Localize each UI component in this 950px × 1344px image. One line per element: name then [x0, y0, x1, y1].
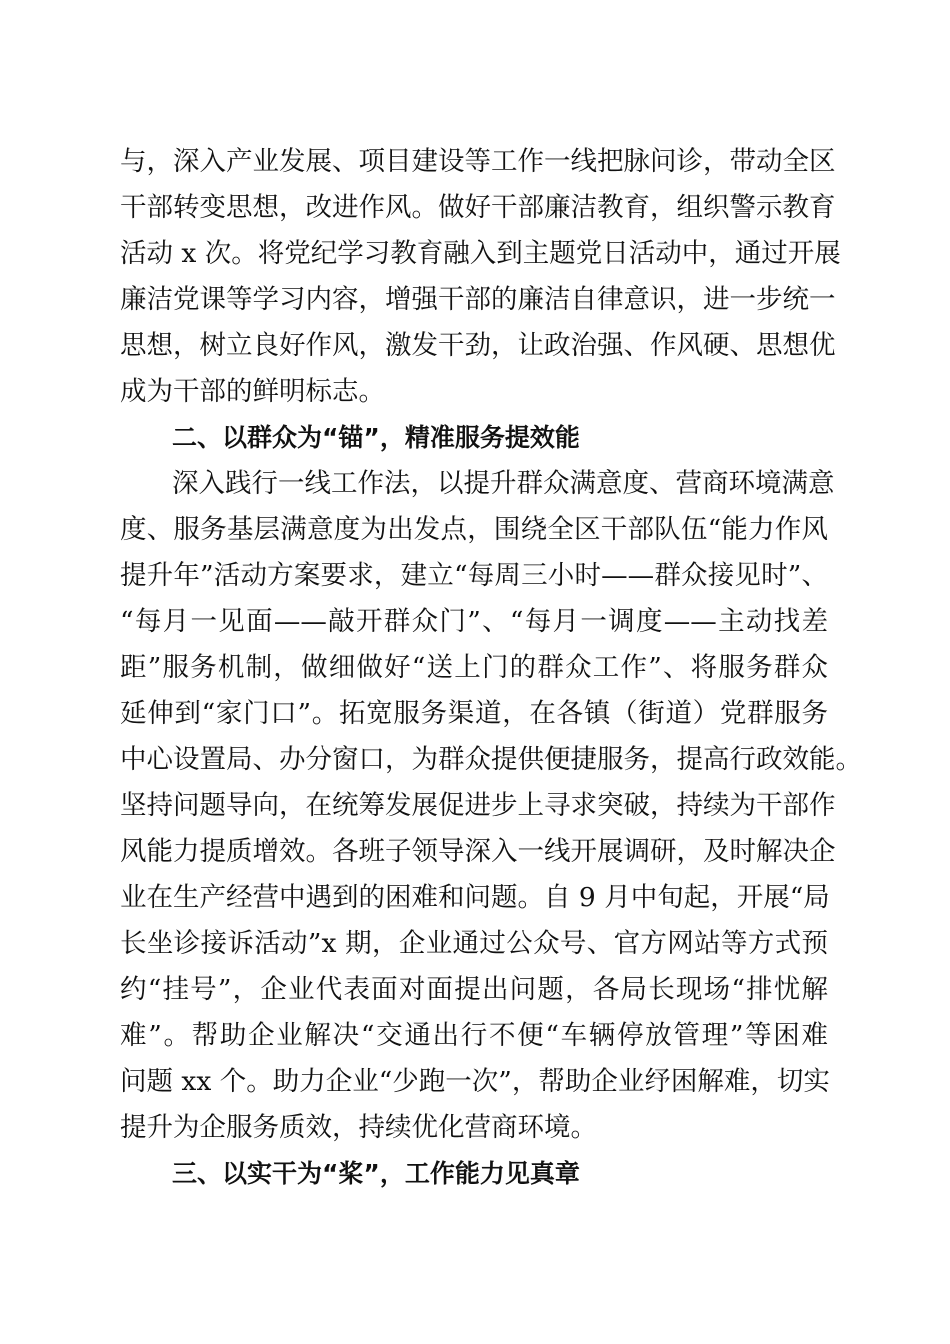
paragraph-line: 成为干部的鲜明标志。 [120, 376, 385, 407]
paragraph-line: 提升年”活动方案要求，建立“每周三小时——群众接见时”、 [120, 560, 828, 591]
paragraph-line: 难”。帮助企业解决“交通出行不便“车辆停放管理”等困难 [120, 1020, 828, 1051]
paragraph-line: 距”服务机制，做细做好“送上门的群众工作”、将服务群众 [120, 652, 828, 683]
section-heading-two: 二、以群众为“锚”，精准服务提效能 [172, 423, 580, 452]
paragraph-line: 风能力提质增效。各班子领导深入一线开展调研，及时解决企 [120, 836, 836, 867]
section-heading-three: 三、以实干为“桨”，工作能力见真章 [172, 1159, 580, 1188]
paragraph-line: 与，深入产业发展、项目建设等工作一线把脉问诊，带动全区 [120, 146, 836, 177]
paragraph-line: “每月一见面——敲开群众门”、“每月一调度——主动找差 [120, 606, 828, 637]
paragraph-line: 中心设置局、办分窗口，为群众提供便捷服务，提高行政效能。 [120, 744, 862, 775]
paragraph-line: 度、服务基层满意度为出发点，围绕全区干部队伍“能力作风 [120, 514, 828, 545]
paragraph-line: 问题 xx 个。助力企业“少跑一次”，帮助企业纾困解难，切实 [120, 1066, 830, 1097]
paragraph-line: 干部转变思想，改进作风。做好干部廉洁教育，组织警示教育 [120, 192, 836, 223]
paragraph-line: 长坐诊接诉活动”x 期，企业通过公众号、官方网站等方式预 [120, 928, 828, 959]
paragraph-line: 提升为企服务质效，持续优化营商环境。 [120, 1112, 597, 1143]
paragraph-line: 活动 x 次。将党纪学习教育融入到主题党日活动中，通过开展 [120, 238, 841, 269]
paragraph-line: 思想，树立良好作风，激发干劲，让政治强、作风硬、思想优 [120, 330, 836, 361]
paragraph-line: 深入践行一线工作法，以提升群众满意度、营商环境满意 [172, 468, 835, 499]
paragraph-line: 延伸到“家门口”。拓宽服务渠道，在各镇（街道）党群服务 [120, 698, 828, 729]
paragraph-line: 廉洁党课等学习内容，增强干部的廉洁自律意识，进一步统一 [120, 284, 836, 315]
paragraph-line: 坚持问题导向，在统筹发展促进步上寻求突破，持续为干部作 [120, 790, 836, 821]
paragraph-line: 约“挂号”，企业代表面对面提出问题，各局长现场“排忧解 [120, 974, 828, 1005]
paragraph-line: 业在生产经营中遇到的困难和问题。自 9 月中旬起，开展“局 [120, 882, 830, 913]
